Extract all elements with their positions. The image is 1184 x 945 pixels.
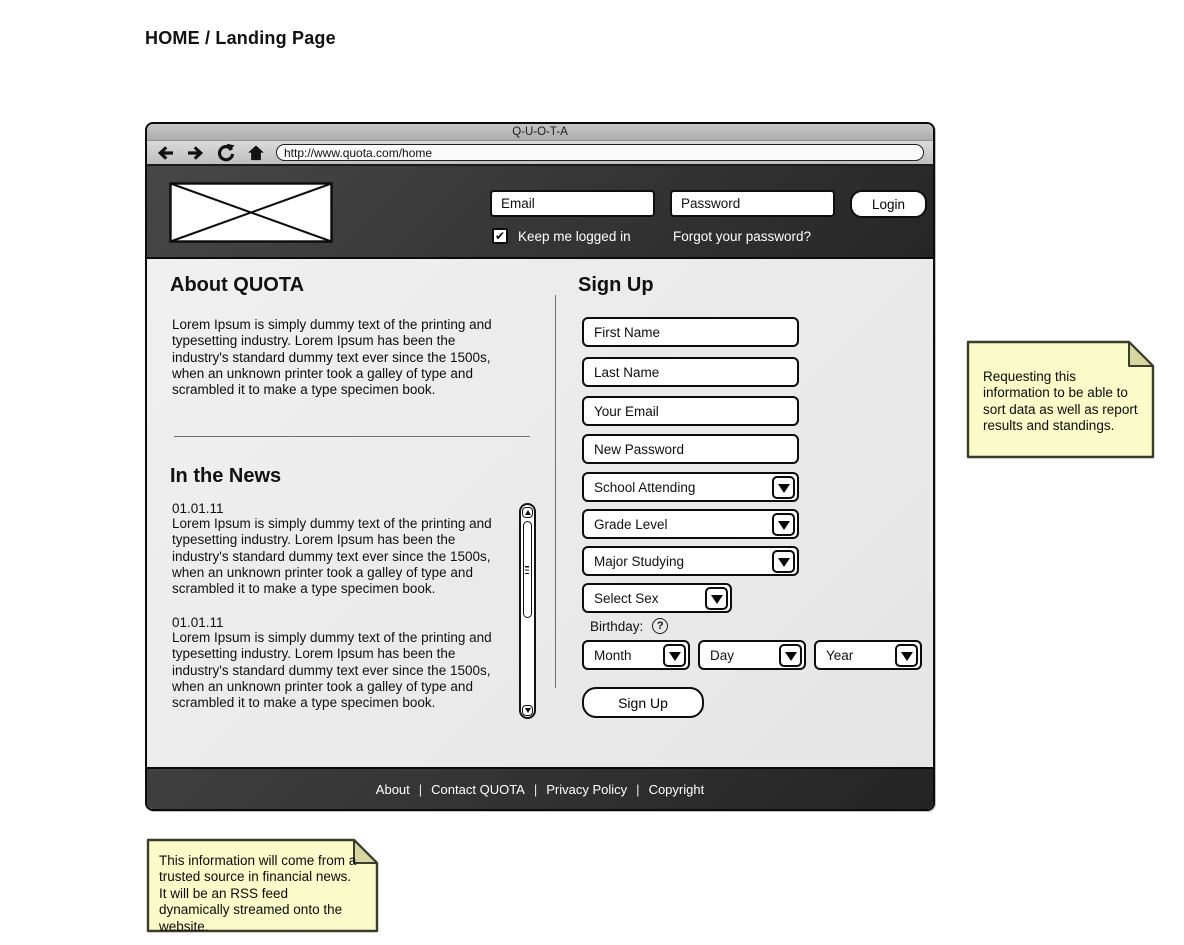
chevron-down-icon[interactable] <box>779 644 802 667</box>
birthday-label: Birthday: <box>590 618 644 634</box>
help-icon[interactable]: ? <box>652 618 668 634</box>
news-heading: In the News <box>170 465 282 487</box>
browser-titlebar <box>147 124 933 141</box>
home-icon[interactable] <box>246 143 265 162</box>
browser-window-title: Q-U-O-T-A <box>512 126 568 138</box>
logo-image-placeholder-icon <box>169 182 333 248</box>
news-item <box>172 615 496 711</box>
chevron-down-icon[interactable] <box>772 476 795 499</box>
dropdown-value: Day <box>710 647 735 663</box>
dropdown-value: Select Sex <box>594 590 659 606</box>
chevron-down-icon[interactable] <box>663 644 686 667</box>
news-scrollbar[interactable] <box>519 503 536 719</box>
email-field[interactable] <box>490 190 655 217</box>
chevron-down-icon[interactable] <box>772 550 795 573</box>
main-content <box>147 259 933 767</box>
news-body: Lorem Ipsum is simply dummy text of the printing and typesetting industry. Lorem Ipsum has been the industry's standard dummy text ever since the 1500s, when an unknown printer took a galley of type and scrambled it to make a type specimen book. <box>172 516 492 597</box>
footer-link-contact[interactable]: Contact QUOTA <box>431 781 525 797</box>
footer-link-about[interactable]: About <box>375 781 410 797</box>
forward-icon[interactable] <box>186 143 205 162</box>
browser-toolbar <box>147 141 933 166</box>
refresh-icon[interactable] <box>216 143 235 162</box>
back-icon[interactable] <box>156 143 175 162</box>
select-sex-dropdown[interactable] <box>582 583 732 613</box>
last-name-field[interactable] <box>582 357 799 387</box>
sticky-note-text: This information will come from a trusted source in financial news. It will be an RSS feed dynamically streamed onto the website. <box>159 853 357 934</box>
scrollbar-grip-icon <box>525 566 529 575</box>
month-dropdown[interactable] <box>582 640 690 670</box>
year-dropdown[interactable] <box>814 640 922 670</box>
dropdown-value: Grade Level <box>594 516 668 532</box>
about-paragraph: Lorem Ipsum is simply dummy text of the printing and typesetting industry. Lorem Ipsum has been the industry's standard dummy text ever since the 1500s, when an unknown printer took a galley of type and scrambled it to make a type specimen book. <box>172 317 492 398</box>
footer-link-copyright[interactable]: Copyright <box>648 781 705 797</box>
footer-separator: | <box>418 781 423 797</box>
news-body: Lorem Ipsum is simply dummy text of the printing and typesetting industry. Lorem Ipsum has been the industry's standard dummy text ever since the 1500s, when an unknown printer took a galley of type and scrambled it to make a type specimen book. <box>172 630 492 711</box>
new-password-field[interactable] <box>582 434 799 464</box>
sticky-note-news-annotation <box>146 838 379 934</box>
site-header <box>147 166 933 259</box>
first-name-field[interactable] <box>582 317 799 347</box>
about-heading: About QUOTA <box>170 274 305 296</box>
footer-separator: | <box>533 781 538 797</box>
signup-heading: Sign Up <box>578 274 654 296</box>
dropdown-value: School Attending <box>594 479 696 495</box>
url-input[interactable] <box>276 144 924 161</box>
browser-window <box>145 122 935 811</box>
footer-separator: | <box>636 781 640 797</box>
grade-level-dropdown[interactable] <box>582 509 799 539</box>
scroll-up-icon[interactable] <box>522 507 533 518</box>
keep-logged-in-label: Keep me logged in <box>518 229 631 244</box>
chevron-down-icon[interactable] <box>772 513 795 536</box>
chevron-down-icon[interactable] <box>895 644 918 667</box>
news-item <box>172 501 496 597</box>
chevron-down-icon[interactable] <box>705 587 728 610</box>
sticky-note-signup-annotation <box>966 340 1156 460</box>
signup-button[interactable]: Sign Up <box>582 687 704 718</box>
forgot-password-link[interactable]: Forgot your password? <box>673 229 812 244</box>
news-date: 01.01.11 <box>172 615 224 630</box>
check-icon: ✔ <box>494 229 506 243</box>
sticky-note-text: Requesting this information to be able to sort data as well as report results and standings. <box>983 369 1138 434</box>
page-title: HOME / Landing Page <box>145 28 336 48</box>
dropdown-value: Major Studying <box>594 553 685 569</box>
keep-logged-in-checkbox[interactable] <box>492 228 508 244</box>
dropdown-value: Month <box>594 647 632 663</box>
note-fold-icon <box>1129 342 1153 366</box>
password-field[interactable] <box>670 190 835 217</box>
signup-email-field[interactable] <box>582 396 799 426</box>
major-studying-dropdown[interactable] <box>582 546 799 576</box>
news-date: 01.01.11 <box>172 501 224 516</box>
footer-link-privacy[interactable]: Privacy Policy <box>546 781 628 797</box>
login-button[interactable]: Login <box>850 190 927 218</box>
scroll-down-icon[interactable] <box>522 705 533 716</box>
day-dropdown[interactable] <box>698 640 806 670</box>
site-footer <box>147 767 933 809</box>
school-attending-dropdown[interactable] <box>582 472 799 502</box>
dropdown-value: Year <box>826 647 854 663</box>
birthday-row <box>590 618 668 634</box>
column-divider <box>555 295 556 688</box>
scrollbar-thumb[interactable] <box>523 521 532 618</box>
section-divider <box>174 436 530 437</box>
